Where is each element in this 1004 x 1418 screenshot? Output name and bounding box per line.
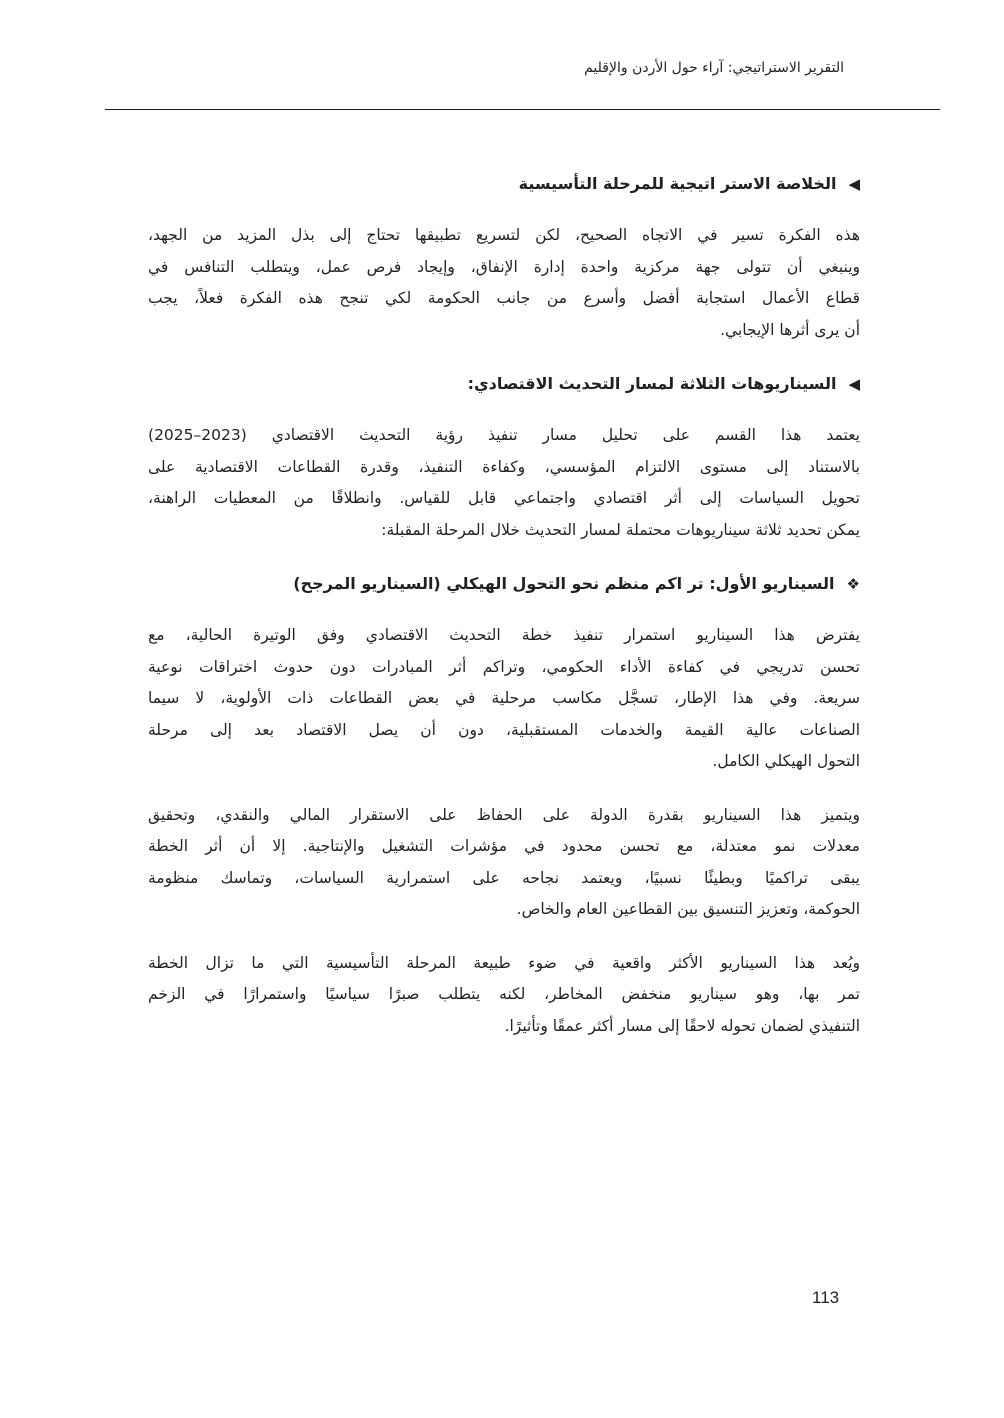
triangle-bullet-icon: ◀ bbox=[848, 375, 860, 393]
paragraph-line: قطاع الأعمال استجابة أفضل وأسرع من جانب الحكومة لكي تنجح هذه الفكرة فعلاً، يجب bbox=[148, 289, 860, 307]
paragraph bbox=[148, 948, 860, 1043]
paragraph-line: تحويل السياسات إلى أثر اقتصادي واجتماعي قابل للقياس. وانطلاقًا من المعطيات الراهنة، bbox=[148, 489, 860, 507]
paragraph-line: يفترض هذا السيناريو استمرار تنفيذ خطة التحديث الاقتصادي وفق الوتيرة الحالية، مع bbox=[148, 626, 860, 644]
paragraph bbox=[148, 420, 860, 546]
paragraph bbox=[148, 620, 860, 778]
header-divider bbox=[105, 109, 940, 110]
paragraph bbox=[148, 220, 860, 346]
paragraph-line: وينبغي أن تتولى جهة مركزية واحدة إدارة الإنفاق، وإيجاد فرص عمل، ويتطلب التنافس في bbox=[148, 257, 860, 276]
section-heading bbox=[148, 368, 860, 400]
running-header: التقرير الاستراتيجي: آراء حول الأردن والإقليم bbox=[584, 60, 844, 76]
section-heading bbox=[148, 168, 860, 200]
paragraph-line: تمر بها، وهو سيناريو منخفض المخاطر، لكنه يتطلب صبرًا سياسيًا واستمرارًا في الزخم bbox=[148, 985, 860, 1003]
paragraph-line: ويُعد هذا السيناريو الأكثر واقعية في ضوء طبيعة المرحلة التأسيسية التي ما تزال الخطة bbox=[148, 953, 860, 972]
diamond-bullet-icon: ❖ bbox=[846, 575, 860, 593]
paragraph-line: تحسن تدريجي في كفاءة الأداء الحكومي، وتراكم أثر المبادرات دون حدوث اختراقات نوعية bbox=[148, 657, 860, 676]
triangle-bullet-icon: ◀ bbox=[848, 175, 860, 193]
paragraph-line: التحول الهيكلي الكامل. bbox=[712, 752, 860, 770]
page-body bbox=[148, 168, 860, 1064]
paragraph-line: معدلات نمو معتدلة، مع تحسن محدود في مؤشرات التشغيل والإنتاجية. إلا أن أثر الخطة bbox=[148, 837, 860, 855]
paragraph-line: يبقى تراكميًا وبطيئًا نسبيًا، ويعتمد نجاحه على استمرارية السياسات، وتماسك منظومة bbox=[148, 868, 860, 887]
paragraph-line: سريعة. وفي هذا الإطار، تسجَّل مكاسب مرحلية في بعض القطاعات ذات الأولوية، لا سيما bbox=[148, 689, 860, 707]
paragraph-line: التنفيذي لضمان تحوله لاحقًا إلى مسار أكثر عمقًا وتأثيرًا. bbox=[504, 1016, 860, 1035]
section-heading-text: السيناريو الأول: تر اكم منظم نحو التحول الهيكلي (السيناريو المرجح) bbox=[293, 574, 835, 593]
paragraph-line: ويتميز هذا السيناريو بقدرة الدولة على الحفاظ على الاستقرار المالي والنقدي، وتحقيق bbox=[148, 805, 860, 824]
section-heading-text: الخلاصة الاستر اتيجية للمرحلة التأسيسية bbox=[518, 174, 837, 193]
page-number: 113 bbox=[812, 1288, 840, 1307]
paragraph-line: الصناعات عالية القيمة والخدمات المستقبلية، دون أن يصل الاقتصاد بعد إلى مرحلة bbox=[148, 720, 860, 739]
paragraph-line: يعتمد هذا القسم على تحليل مسار تنفيذ رؤية التحديث الاقتصادي (2023–2025) bbox=[148, 426, 860, 444]
paragraph-line: هذه الفكرة تسير في الاتجاه الصحيح، لكن لتسريع تطبيقها تحتاج إلى بذل المزيد من الجهد، bbox=[148, 226, 860, 244]
paragraph-line: أن يرى أثرها الإيجابي. bbox=[720, 320, 860, 339]
paragraph-line: يمكن تحديد ثلاثة سيناريوهات محتملة لمسار التحديث خلال المرحلة المقبلة: bbox=[381, 520, 860, 539]
paragraph-line: الحوكمة، وتعزيز التنسيق بين القطاعين العام والخاص. bbox=[516, 900, 860, 918]
section-heading-text: السيناريوهات الثلاثة لمسار التحديث الاقتصادي: bbox=[467, 374, 837, 393]
paragraph bbox=[148, 800, 860, 926]
section-heading bbox=[148, 568, 860, 600]
paragraph-line: بالاستناد إلى مستوى الالتزام المؤسسي، وكفاءة التنفيذ، وقدرة القطاعات الاقتصادية على bbox=[148, 457, 860, 476]
